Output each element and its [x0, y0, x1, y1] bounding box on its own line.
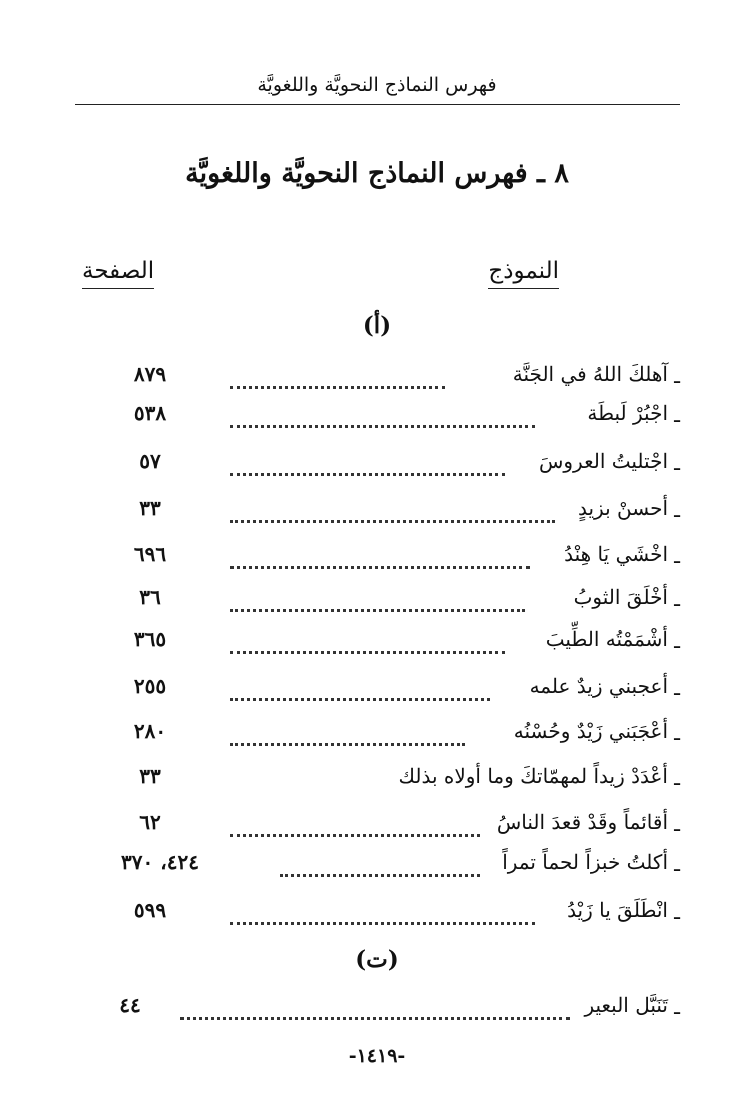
entry-dash: ـ — [674, 721, 680, 745]
entry-text: اخْشَي يَا هِنْدُ — [564, 542, 668, 566]
entry-dash: ـ — [674, 812, 680, 836]
running-header: فهرس النماذج النحويَّة واللغويَّة — [257, 74, 497, 96]
entry-text: آهلكَ اللهُ في الجَنَّة — [512, 362, 668, 386]
index-entry — [80, 993, 680, 1023]
leader-dots — [230, 453, 505, 476]
entry-text: أعجبني زيدٌ علمه — [529, 674, 668, 698]
entry-page: ٤٢٤، ٣٧٠ — [121, 850, 199, 874]
entry-text: اجْتليتُ العروسَ — [538, 449, 668, 473]
index-entry — [80, 449, 680, 479]
entry-dash: ـ — [674, 852, 680, 876]
leader-dots — [230, 589, 525, 612]
leader-dots — [230, 723, 465, 746]
entry-page: ٢٥٥ — [133, 674, 167, 698]
column-header-model: النموذج — [488, 258, 559, 289]
index-entry — [80, 542, 680, 572]
index-entry — [80, 850, 680, 880]
page-number: -١٤١٩- — [348, 1045, 406, 1067]
index-entry — [80, 810, 680, 840]
index-entry — [80, 764, 680, 794]
entry-dash: ـ — [674, 766, 680, 790]
entry-dash: ـ — [674, 676, 680, 700]
entry-page: ٦٢ — [139, 810, 161, 834]
index-entry — [80, 898, 680, 928]
entry-page: ٦٩٦ — [133, 542, 167, 566]
entry-page: ٥٧ — [139, 449, 161, 473]
entry-dash: ـ — [674, 451, 680, 475]
entry-dash: ـ — [674, 629, 680, 653]
entry-dash: ـ — [674, 995, 680, 1019]
index-entry — [80, 362, 680, 392]
group-heading-alif: (أ) — [362, 312, 392, 339]
group-heading-ta: (ت) — [355, 946, 399, 973]
leader-dots — [230, 814, 480, 837]
entry-text: انْطَلَقَ يا زَيْدُ — [567, 898, 668, 922]
entry-page: ٣٦٥ — [133, 627, 167, 651]
index-entry — [80, 496, 680, 526]
index-entry — [80, 627, 680, 657]
entry-dash: ـ — [674, 587, 680, 611]
entry-page: ٨٧٩ — [133, 362, 167, 386]
entry-text: أقائماً وقَدْ قعدَ الناسُ — [496, 810, 668, 834]
leader-dots — [280, 854, 480, 877]
index-entry — [80, 401, 680, 431]
entry-text: أشْمَمْتُه الطِّيبَ — [545, 627, 668, 651]
entry-page: ٢٨٠ — [133, 719, 167, 743]
entry-text: اجْبُرْ لَبطَة — [587, 401, 668, 425]
leader-dots — [180, 997, 570, 1020]
leader-dots — [230, 500, 555, 523]
column-header-page: الصفحة — [82, 258, 154, 289]
entry-text: أخْلَقَ الثوبُ — [573, 585, 668, 609]
entry-page: ٣٣ — [139, 496, 161, 520]
leader-dots — [230, 902, 535, 925]
entry-text: أكلتُ خبزاً لحماً تمراً — [502, 850, 668, 874]
section-title: ٨ ـ فهرس النماذج النحويَّة واللغويَّة — [185, 158, 569, 189]
entry-dash: ـ — [674, 498, 680, 522]
entry-page: ٥٩٩ — [133, 898, 167, 922]
entry-page: ٥٣٨ — [133, 401, 167, 425]
entry-page: ٣٣ — [139, 764, 161, 788]
entry-text: أعْدَدْ زيداً لمهمّاتكَ وما أولاه بذلك — [398, 764, 668, 788]
leader-dots — [230, 366, 445, 389]
entry-text: أعْجَبَني زَيْدٌ وحُسْنُه — [513, 719, 668, 743]
entry-text: أحسنْ بزيدٍ — [577, 496, 668, 520]
entry-dash: ـ — [674, 900, 680, 924]
entry-dash: ـ — [674, 544, 680, 568]
leader-dots — [230, 405, 535, 428]
index-entry — [80, 719, 680, 749]
leader-dots — [230, 631, 505, 654]
entry-page: ٤٤ — [119, 993, 141, 1017]
entry-dash: ـ — [674, 403, 680, 427]
index-entry — [80, 585, 680, 615]
entry-text: تَنَبَّل البعير — [584, 993, 668, 1017]
leader-dots — [230, 546, 530, 569]
leader-dots — [230, 678, 490, 701]
entry-page: ٣٦ — [139, 585, 161, 609]
index-entry — [80, 674, 680, 704]
entry-dash: ـ — [674, 364, 680, 388]
header-rule — [75, 104, 680, 105]
